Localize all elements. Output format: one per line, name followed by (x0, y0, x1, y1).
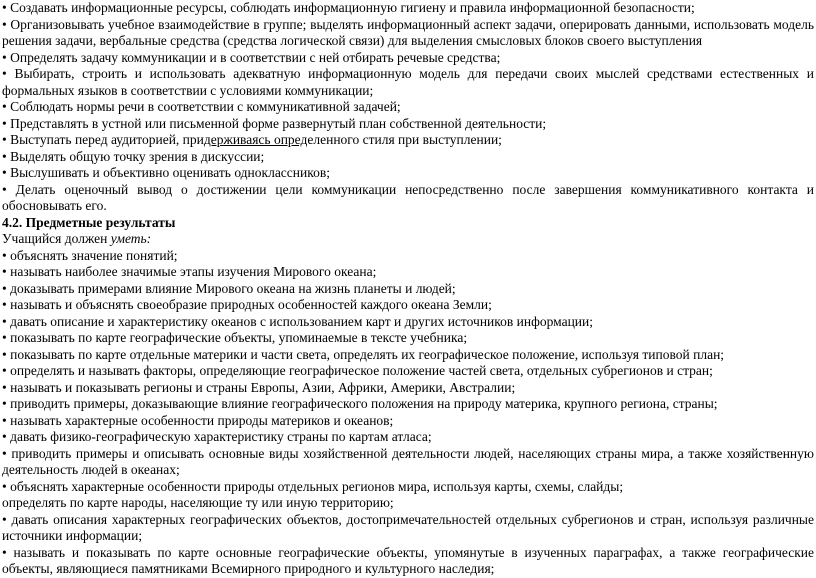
section-heading: 4.2. Предметные результаты (2, 214, 176, 230)
intro-line (2, 231, 814, 248)
list-item: • приводить примеры, доказывающие влияние географического положения на природу материка, крупного региона, страны; (2, 396, 718, 411)
list-item: • Создавать информационные ресурсы, соблюдать информационную гигиену и правила информационной безопасности; (2, 0, 695, 15)
intro-line-text: Учащийся должен (2, 231, 111, 246)
list-item: • определять и называть факторы, определяющие географическое положение частей света, отдельных субрегионов и стран; (2, 363, 713, 378)
list-item: • называть и объяснять своеобразие природных особенностей каждого океана Земли; (2, 297, 492, 312)
list-item: • объяснять значение понятий; (2, 247, 178, 263)
list-item-speech (2, 132, 814, 149)
list-item: • Соблюдать нормы речи в соответствии с коммуникативной задачей; (2, 99, 401, 114)
list-item: • Определять задачу коммуникации и в соответствии с ней отбирать речевые средства; (2, 49, 501, 65)
list-item: • объяснять характерные особенности природы отдельных регионов мира, используя карты, схемы, слайды; (2, 478, 624, 494)
list-item: • Выслушивать и объективно оценивать одноклассников; (2, 165, 330, 180)
list-item: • показывать по карте отдельные материки и части света, определять их географическое положение, используя типовой план; (2, 346, 725, 362)
list-item: • давать описания характерных географических объектов, достопримечательностей отдельных субрегионов и стран, используя различные источники информации; (2, 511, 814, 543)
list-item: определять по карте народы, населяющие ту или иную территорию; (2, 495, 394, 510)
list-item: • Выбирать, строить и использовать адекватную информационную модель для передачи своих мыслей средствами естественных и формальных языков в соответствии с условиями коммуникации; (2, 66, 814, 98)
intro-line-emphasis: уметь: (110, 231, 152, 246)
list-item: • давать описание и характеристику океанов с использованием карт и других источников информации; (2, 313, 594, 329)
list-item: • давать физико-географическую характеристику страны по картам атласа; (2, 429, 432, 444)
list-item: • Выделять общую точку зрения в дискуссии; (2, 148, 265, 164)
speech-text-start: • Выступать перед аудиторией, при (2, 132, 204, 147)
list-item: • доказывать примерами влияние Мирового океана на жизнь планеты и людей; (2, 280, 456, 296)
list-item: • показывать по карте географические объекты, упоминаемые в тексте учебника; (2, 330, 468, 345)
list-item: • Организовывать учебное взаимодействие в группе; выделять информационный аспект задачи, оперировать данными, использовать модель решения задачи, вербальные средства (средства логической связи) для выделения смысловых блоков своего выступления (2, 16, 814, 48)
list-item: • Представлять в устной или письменной форме развернутый план собственной деятельности; (2, 115, 547, 131)
list-item: • называть наиболее значимые этапы изучения Мирового океана; (2, 264, 377, 279)
list-item: • называть и показывать по карте основные географические объекты, упомянутые в изученных параграфах, а также географические объекты, являющиеся памятниками Всемирного природного и культурного наследия; (2, 544, 814, 576)
speech-text-end: еленного стиля при выступлении; (307, 132, 502, 147)
list-item: • Делать оценочный вывод о достижении цели коммуникации непосредственно после завершения коммуникативного контакта и обосновывать его. (2, 181, 814, 213)
list-item: • приводить примеры и описывать основные виды хозяйственной деятельности людей, населяющих страны мира, а также хозяйственную деятельность людей в океанах; (2, 445, 814, 477)
list-item: • называть и показывать регионы и страны Европы, Азии, Африки, Америки, Австралии; (2, 379, 516, 395)
speech-underlined-text: держиваясь опред (203, 132, 308, 147)
list-item: • называть характерные особенности природы материков и океанов; (2, 412, 394, 428)
